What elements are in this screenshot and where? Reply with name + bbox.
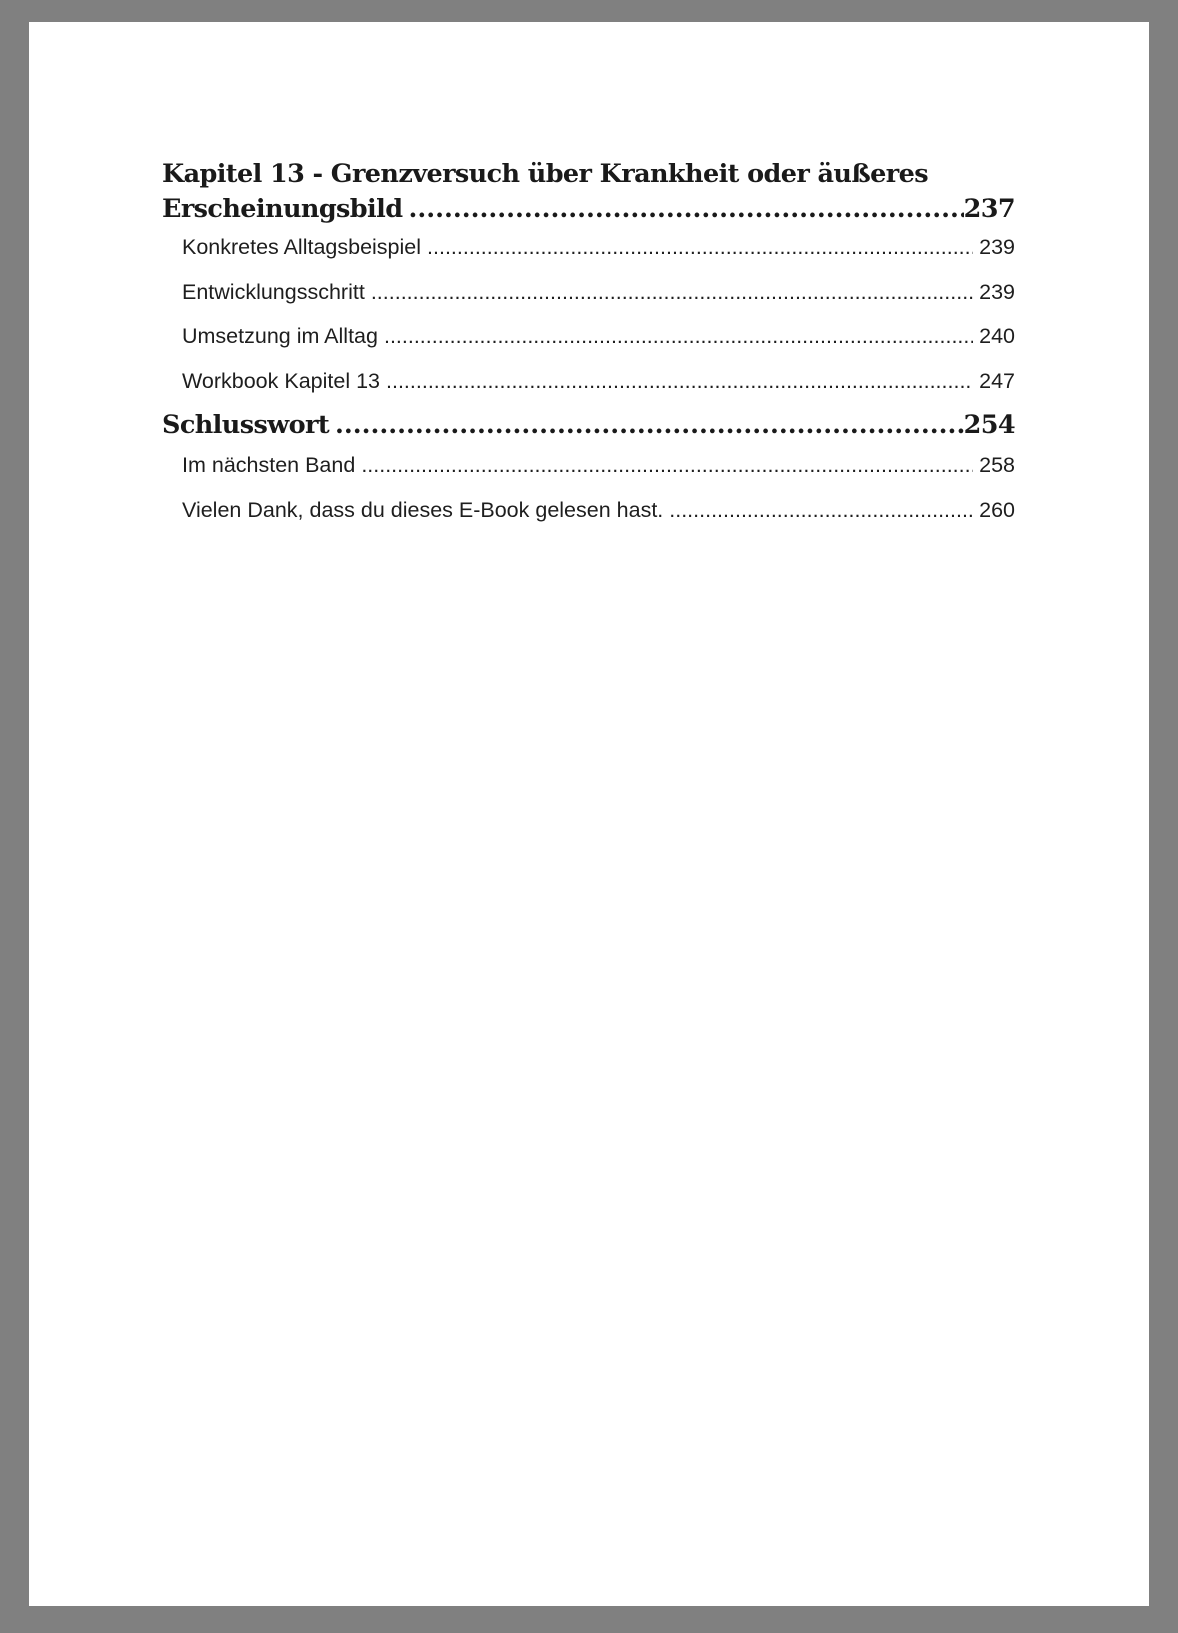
toc-subentry-page: 260 <box>979 497 1015 522</box>
toc-subentry[interactable] <box>162 314 1015 359</box>
toc-chapter-13-page: 237 <box>963 194 1015 224</box>
toc-subentry[interactable] <box>162 270 1015 315</box>
dot-leader <box>408 192 963 227</box>
toc-subentry-title: Im nächsten Band <box>182 453 356 477</box>
toc-subentry-page: 258 <box>979 453 1015 477</box>
dot-leader <box>384 314 973 359</box>
dot-leader <box>335 403 964 447</box>
toc-subentry[interactable] <box>162 225 1015 270</box>
table-of-contents <box>162 157 1015 532</box>
toc-chapter-13-title-line1: Kapitel 13 - Grenzversuch über Krankheit oder äußeres <box>162 159 928 189</box>
toc-subentry-title: Konkretes Alltagsbeispiel <box>182 235 422 259</box>
toc-subentry-page: 247 <box>979 368 1015 393</box>
toc-chapter-13-title-line2: Erscheinungsbild <box>162 194 403 224</box>
dot-leader <box>669 488 973 533</box>
toc-chapter-schlusswort[interactable] <box>162 403 1015 447</box>
toc-subentry-title: Umsetzung im Alltag <box>182 324 378 348</box>
dot-leader <box>427 225 973 270</box>
toc-subentry[interactable] <box>162 488 1015 533</box>
toc-subentry[interactable] <box>162 359 1015 404</box>
toc-subentry-page: 240 <box>979 324 1015 348</box>
dot-leader <box>371 270 973 315</box>
toc-subentry-title: Vielen Dank, dass du dieses E-Book gelesen hast. <box>182 497 664 522</box>
dot-leader <box>361 443 973 488</box>
toc-chapter-schlusswort-title: Schlusswort <box>162 410 329 440</box>
toc-subentry-page: 239 <box>979 279 1015 304</box>
document-page <box>29 22 1149 1606</box>
dot-leader <box>386 359 973 404</box>
toc-chapter-schlusswort-page: 254 <box>963 410 1015 440</box>
toc-chapter-13[interactable] <box>162 157 1015 227</box>
toc-subentry-page: 239 <box>979 235 1015 259</box>
toc-subentry-title: Workbook Kapitel 13 <box>182 368 380 393</box>
toc-subentry-title: Entwicklungsschritt <box>182 279 365 304</box>
toc-subentry[interactable] <box>162 443 1015 488</box>
